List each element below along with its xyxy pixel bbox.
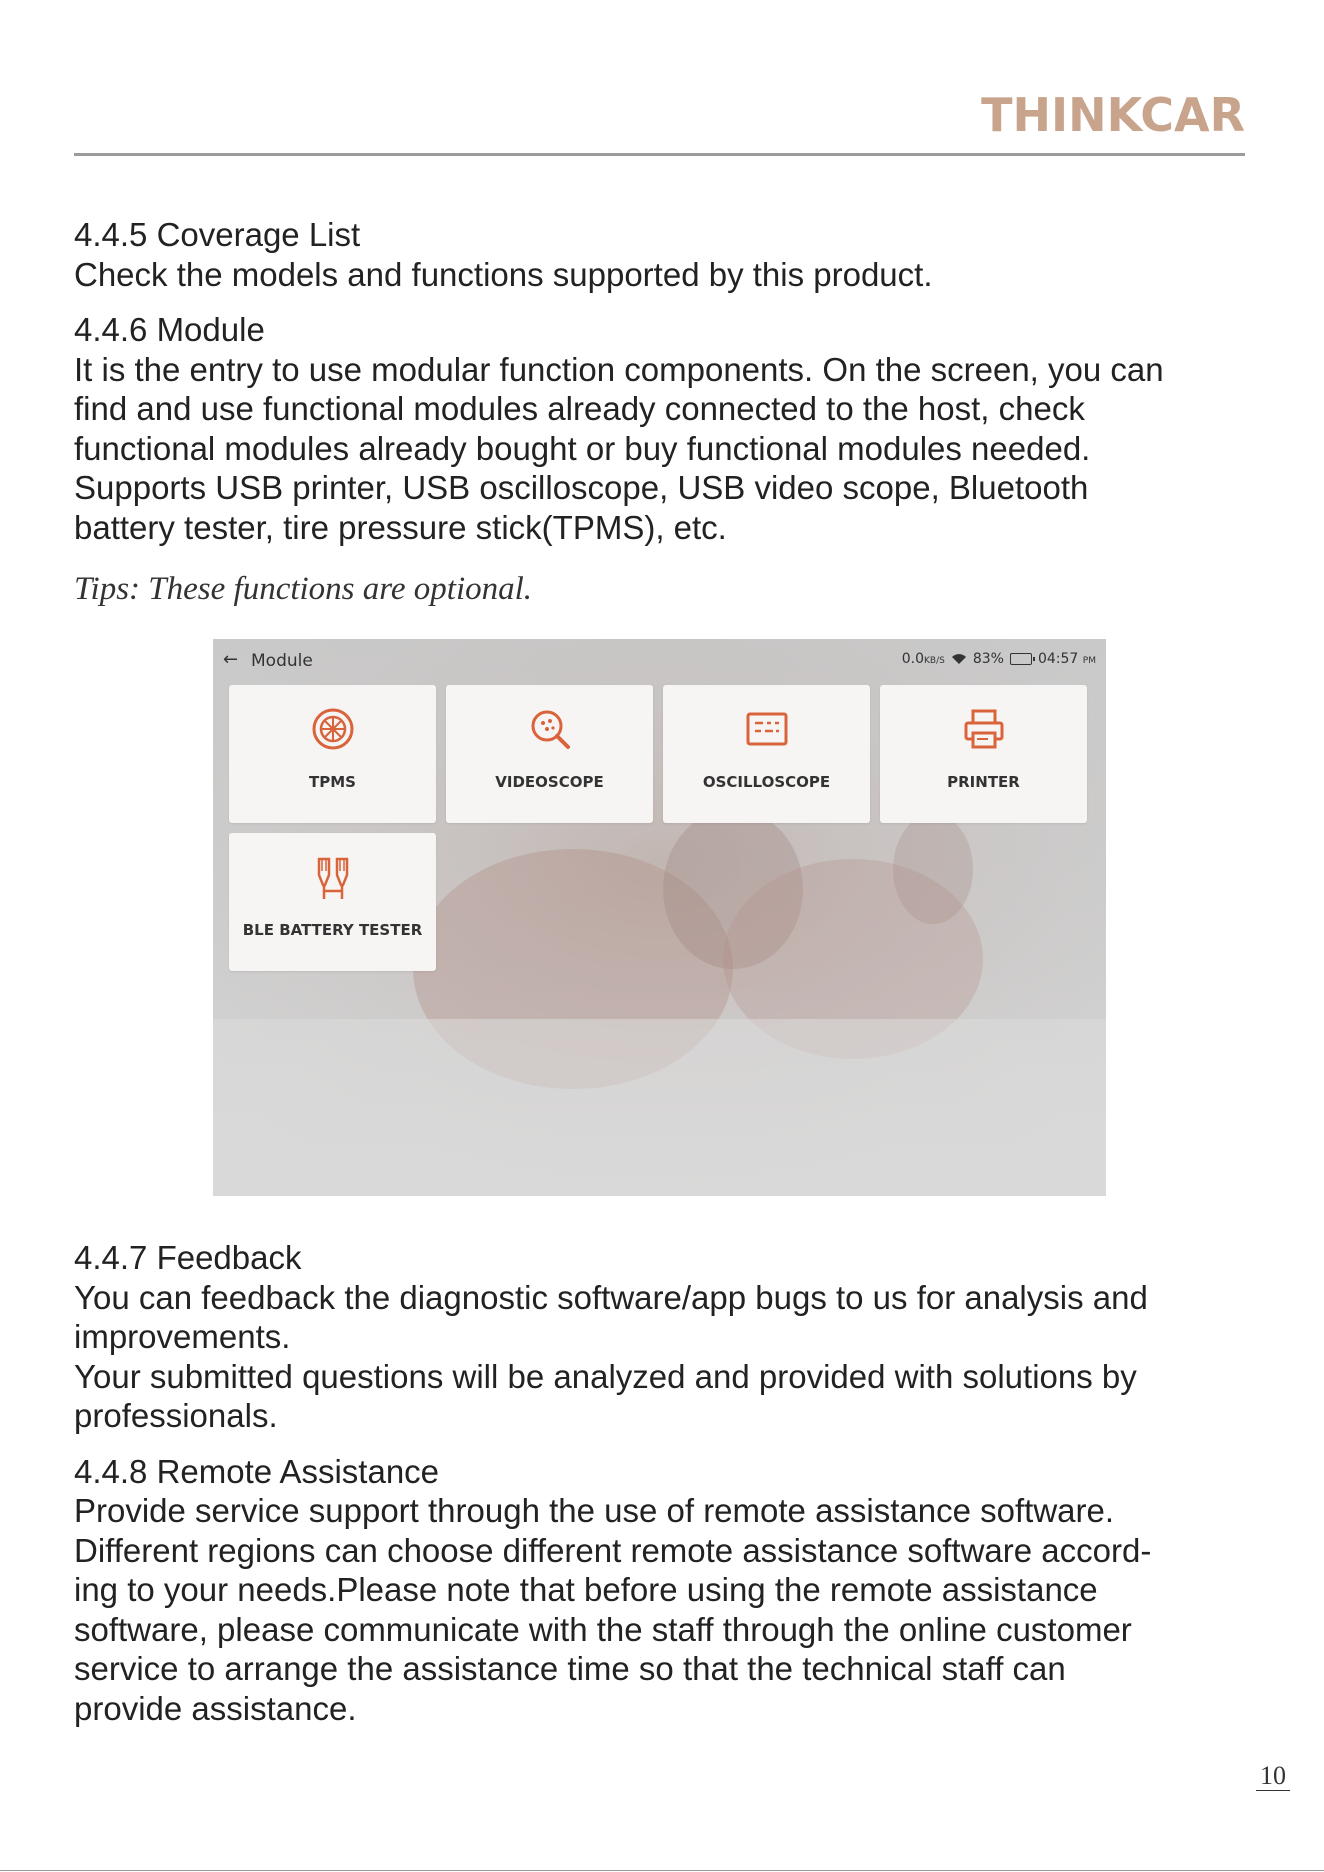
status-indicators [902, 651, 1096, 667]
section-heading: 4.4.8 Remote Assistance [74, 1452, 440, 1490]
section-heading: 4.4.5 Coverage List [74, 216, 361, 253]
section-feedback [74, 1238, 1264, 1436]
section-text-line: Different regions can choose different remote assistance software accord- [74, 1531, 1152, 1569]
section-text-line: ing to your needs.Please note that before using the remote assistance [74, 1571, 1098, 1608]
section-text-line: software, please communicate with the staff through the online customer [74, 1610, 1132, 1648]
brand-logo: THINKCAR [981, 88, 1245, 142]
section-text-line: service to arrange the assistance time so that the technical staff can [74, 1650, 1066, 1687]
module-card-printer[interactable] [880, 685, 1087, 823]
videoscope-icon [528, 707, 572, 751]
tips-note: Tips: These functions are optional. [74, 571, 533, 607]
section-text-line: It is the entry to use modular function components. On the screen, you can [74, 350, 1164, 388]
wifi-icon [951, 653, 967, 665]
screen-title: Module [251, 651, 313, 671]
section-text-line: find and use functional modules already connected to the host, check [74, 390, 1085, 427]
clock: 04:57 PM [1037, 651, 1096, 667]
section-remote-assistance [74, 1452, 1264, 1729]
module-label: VIDEOSCOPE [495, 773, 604, 791]
page-number: 10 [1256, 1762, 1290, 1791]
section-text-line: professionals. [74, 1397, 278, 1434]
section-module [74, 310, 1254, 547]
main-content-bottom [74, 1238, 1264, 1728]
section-heading: 4.4.6 Module [74, 311, 265, 348]
section-text-line: provide assistance. [74, 1689, 357, 1727]
printer-icon [962, 707, 1006, 751]
oscilloscope-icon [745, 707, 789, 751]
module-card-oscilloscope[interactable] [663, 685, 870, 823]
section-heading: 4.4.7 Feedback [74, 1239, 302, 1276]
page-bottom-edge [0, 1870, 1324, 1871]
section-text-line: Provide service support through the use of remote assistance software. [74, 1492, 1115, 1529]
section-text-line: Supports USB printer, USB oscilloscope, USB video scope, Bluetooth [74, 469, 1089, 506]
module-screenshot [213, 639, 1106, 1196]
module-label: PRINTER [947, 773, 1020, 791]
module-label: TPMS [309, 773, 356, 791]
module-card-ble-battery-tester[interactable] [229, 833, 436, 971]
section-text-line: Your submitted questions will be analyzed and provided with solutions by [74, 1357, 1137, 1395]
status-bar [213, 639, 1106, 683]
section-text-line: functional modules already bought or buy functional modules needed. [74, 429, 1091, 467]
battery-clamp-icon [311, 855, 355, 903]
header-divider [74, 153, 1245, 156]
section-text-line: Check the models and functions supported by this product. [74, 255, 933, 293]
main-content-top [74, 215, 1254, 1196]
module-card-videoscope[interactable] [446, 685, 653, 823]
module-label: OSCILLOSCOPE [702, 773, 831, 791]
section-text-line: You can feedback the diagnostic software/app bugs to us for analysis and [74, 1278, 1148, 1316]
network-speed: 0.0KB/S [901, 651, 945, 667]
module-card-tpms[interactable] [229, 685, 436, 823]
section-text-line: improvements. [74, 1318, 291, 1355]
back-arrow-icon[interactable]: ← [223, 649, 239, 670]
battery-icon [1010, 653, 1032, 665]
section-coverage-list [74, 215, 1254, 294]
battery-percent: 83% [972, 651, 1004, 667]
module-label: BLE BATTERY TESTER [242, 921, 423, 939]
section-text-line: battery tester, tire pressure stick(TPMS), etc. [74, 508, 727, 546]
tire-icon [311, 707, 355, 751]
